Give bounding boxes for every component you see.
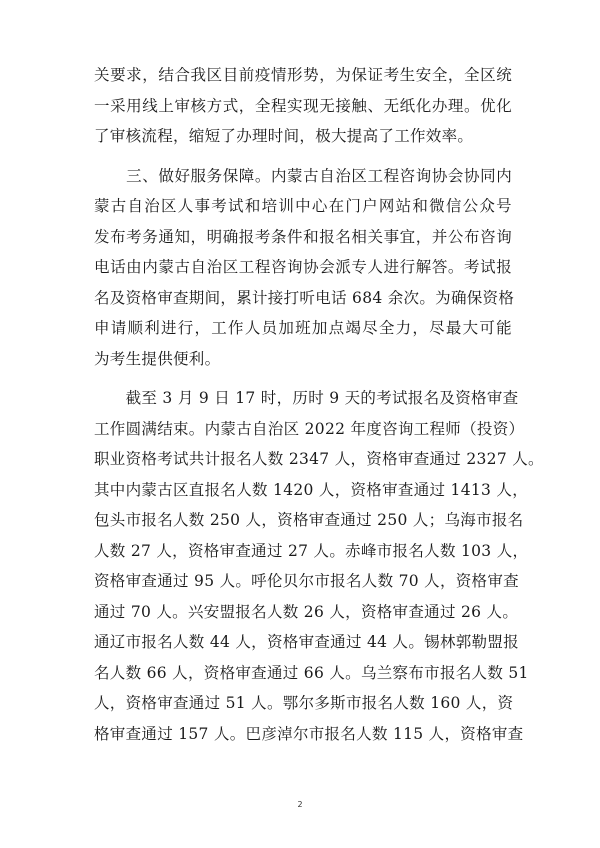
paragraph [94, 60, 512, 152]
text-line: 为考生提供便利。 [94, 349, 221, 368]
text-line: 蒙古自治区人事考试和培训中心在门户网站和微信公众号 [94, 197, 512, 215]
text-line: 通过 70 人。兴安盟报名人数 26 人，资格审查通过 26 人。 [94, 602, 519, 621]
text-line: 三、做好服务保障。内蒙古自治区工程咨询协会协同内 [94, 166, 512, 185]
text-line: 名及资格审查期间，累计接打听电话 684 余次。为确保资格 [94, 288, 515, 307]
text-line: 格审查通过 157 人。巴彦淖尔市报名人数 115 人，资格审查 [94, 724, 524, 743]
document-body [94, 60, 544, 749]
text-line: 电话由内蒙古自治区工程咨询协会派专人进行解答。考试报 [94, 258, 512, 276]
text-line: 关要求，结合我区目前疫情形势，为保证考生安全，全区统 [94, 66, 512, 84]
text-line: 包头市报名人数 250 人，资格审查通过 250 人；乌海市报名 [94, 511, 524, 529]
text-line: 职业资格考试共计报名人数 2347 人，资格审查通过 2327 人。 [94, 450, 544, 468]
page-number: 2 [297, 800, 303, 809]
paragraph [94, 161, 515, 375]
text-line: 了审核流程，缩短了办理时间，极大提高了工作效率。 [94, 127, 474, 145]
text-line: 人，资格审查通过 51 人。鄂尔多斯市报名人数 160 人，资 [94, 694, 514, 712]
text-line: 申请顺利进行，工作人员加班加点竭尽全力，尽最大可能 [94, 319, 512, 337]
paragraph [94, 383, 544, 749]
text-line: 通辽市报名人数 44 人，资格审查通过 44 人。锡林郭勒盟报 [94, 633, 519, 651]
text-line: 截至 3 月 9 日 17 时，历时 9 天的考试报名及资格审查 [94, 389, 519, 407]
text-line: 人数 27 人，资格审查通过 27 人。赤峰市报名人数 103 人， [94, 541, 529, 560]
text-line: 资格审查通过 95 人。呼伦贝尔市报名人数 70 人，资格审查 [94, 572, 519, 590]
text-line: 其中内蒙古区直报名人数 1420 人，资格审查通过 1413 人， [94, 480, 529, 499]
text-line: 工作圆满结束。内蒙古自治区 2022 年度咨询工程师（投资） [94, 419, 525, 438]
text-line: 一采用线上审核方式，全程实现无接触、无纸化办理。优化 [94, 96, 512, 115]
text-line: 名人数 66 人，资格审查通过 66 人。乌兰察布市报名人数 51 [94, 663, 529, 682]
text-line: 发布考务通知，明确报考条件和报名相关事宜，并公布咨询 [94, 227, 512, 246]
